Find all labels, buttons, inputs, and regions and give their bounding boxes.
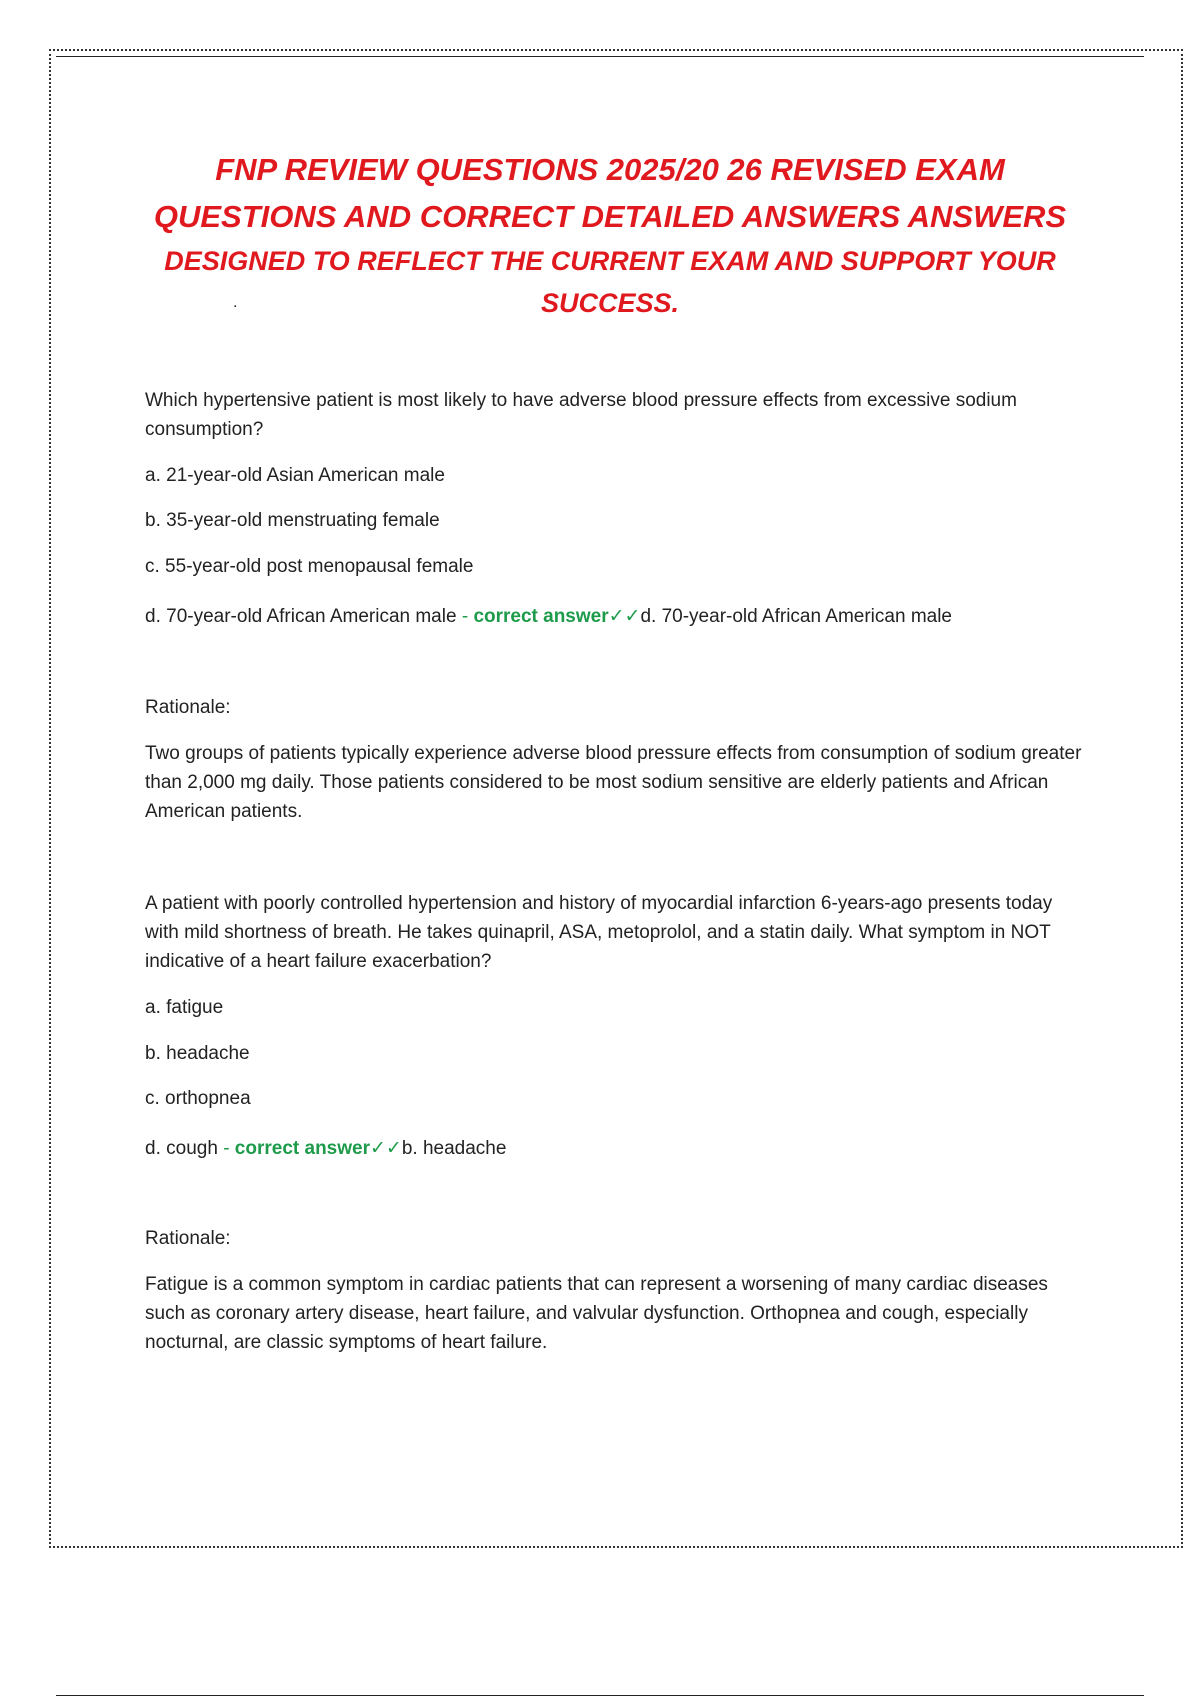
top-rule bbox=[56, 56, 1144, 57]
answer-dash: - bbox=[223, 1138, 230, 1159]
question-1-rationale: Two groups of patients typically experience adverse blood pressure effects from consumption of sodium greater than 2,000 mg daily. Those patients considered to be most sodium sensitive are elderly patients and African American patients. bbox=[145, 743, 1082, 822]
answer-dash: - bbox=[461, 606, 469, 627]
question-2-answer: b. headache bbox=[401, 1138, 507, 1159]
question-2-text: A patient with poorly controlled hypertension and history of myocardial infarction 6-years-ago presents today with mild shortness of breath. He takes quinapril, ASA, metoprolol, and a statin daily. What symptom in NOT indicative of a heart failure exacerbation? bbox=[145, 893, 1053, 972]
question-1-option-d: d. 70-year-old African American male bbox=[145, 606, 457, 627]
question-2-option-d: d. cough bbox=[145, 1138, 218, 1159]
check-icon: ✓✓ bbox=[608, 606, 641, 627]
correct-answer-flag: correct answer bbox=[473, 606, 609, 627]
question-1-option-b: b. 35-year-old menstruating female bbox=[145, 510, 440, 531]
question-2-option-a: a. fatigue bbox=[145, 997, 224, 1018]
question-2-option-c: c. orthopnea bbox=[145, 1088, 251, 1109]
question-1-option-a: a. 21-year-old Asian American male bbox=[145, 465, 445, 486]
check-icon: ✓✓ bbox=[369, 1138, 402, 1159]
question-1-text: Which hypertensive patient is most likely to have adverse blood pressure effects from excessive sodium consumption? bbox=[145, 390, 1017, 440]
title-line-1: FNP REVIEW QUESTIONS 2025/20 26 REVISED EXAM bbox=[215, 152, 1005, 187]
stray-dot: . bbox=[233, 294, 238, 311]
question-1-answer: d. 70-year-old African American male bbox=[640, 606, 953, 627]
question-1-option-d-answer-line bbox=[145, 602, 952, 631]
question-2-rationale: Fatigue is a common symptom in cardiac patients that can represent a worsening of many cardiac diseases such as coronary artery disease, heart failure, and valvular dysfunction. Orthopnea and cough, especially nocturnal, are classic symptoms of heart failure. bbox=[145, 1274, 1048, 1353]
correct-answer-flag: correct answer bbox=[234, 1138, 370, 1159]
bottom-rule bbox=[56, 1695, 1144, 1696]
document-title bbox=[130, 146, 1090, 324]
question-1-option-c: c. 55-year-old post menopausal female bbox=[145, 556, 474, 577]
title-line-3: DESIGNED TO REFLECT THE CURRENT EXAM AND SUPPORT YOUR bbox=[164, 246, 1056, 276]
question-1-rationale-label: Rationale: bbox=[145, 697, 231, 718]
title-line-4: SUCCESS. bbox=[540, 288, 680, 318]
question-2-rationale-label: Rationale: bbox=[145, 1228, 231, 1249]
question-2-option-b: b. headache bbox=[145, 1043, 250, 1064]
question-2-option-d-answer-line bbox=[145, 1134, 506, 1163]
title-line-2: QUESTIONS AND CORRECT DETAILED ANSWERS ANSWERS bbox=[153, 199, 1067, 234]
